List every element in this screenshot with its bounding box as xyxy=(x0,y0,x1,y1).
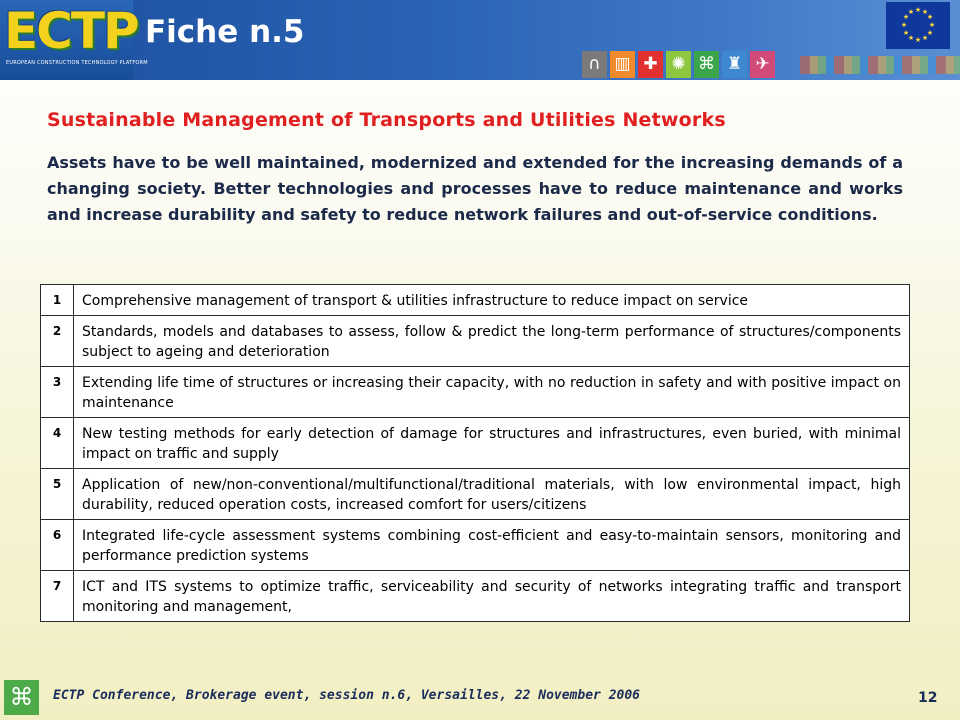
row-text: New testing methods for early detection of damage for structures and infrastructures, even buried, with minimal impact on traffic and supply xyxy=(74,418,910,469)
row-number: 1 xyxy=(41,285,74,316)
intro-paragraph: Assets have to be well maintained, modernized and extended for the increasing demands of a changing society. Better technologies and processes have to reduce maintenance and works and increase durability and safety to reduce network failures and out-of-service conditions. xyxy=(47,153,903,224)
svg-text:★: ★ xyxy=(902,29,910,37)
svg-text:★: ★ xyxy=(928,21,936,29)
sun-icon: ✺ xyxy=(666,51,691,78)
footer-caption: ECTP Conference, Brokerage event, session n.6, Versailles, 22 November 2006 xyxy=(53,688,640,703)
color-stripe xyxy=(800,56,960,74)
heritage-footer-icon: ⌘ xyxy=(4,680,39,715)
row-text: Extending life time of structures or increasing their capacity, with no reduction in safety and with positive impact on maintenance xyxy=(74,367,910,418)
svg-text:★: ★ xyxy=(914,36,922,44)
page-title: Fiche n.5 xyxy=(145,14,305,50)
row-number: 5 xyxy=(41,469,74,520)
svg-text:★: ★ xyxy=(900,21,908,29)
row-text: Standards, models and databases to assess, follow & predict the long-term performance of structures/components subject to ageing and deterioration xyxy=(74,316,910,367)
svg-text:★: ★ xyxy=(921,8,929,16)
svg-text:★: ★ xyxy=(907,8,915,16)
table-row xyxy=(41,520,910,571)
header-banner xyxy=(0,0,960,80)
heritage-icon: ⌘ xyxy=(694,51,719,78)
table-row xyxy=(41,316,910,367)
row-text: Comprehensive management of transport & utilities infrastructure to reduce impact on service xyxy=(74,285,910,316)
row-text: Integrated life-cycle assessment systems combining cost-efficient and easy-to-maintain sensors, monitoring and performance prediction systems xyxy=(74,520,910,571)
tunnel-icon: ∩ xyxy=(582,51,607,78)
city-icon: ▥ xyxy=(610,51,635,78)
row-text: ICT and ITS systems to optimize traffic, serviceability and security of networks integrating traffic and transport monitoring and management, xyxy=(74,571,910,622)
satellite-icon: ✈ xyxy=(750,51,775,78)
theme-icon-strip xyxy=(580,50,960,80)
table-row xyxy=(41,571,910,622)
eu-flag-icon xyxy=(886,2,950,49)
row-number: 7 xyxy=(41,571,74,622)
page-number: 12 xyxy=(918,690,938,706)
research-topics-table xyxy=(40,284,910,622)
table-row xyxy=(41,367,910,418)
tower-icon: ♜ xyxy=(722,51,747,78)
svg-text:★: ★ xyxy=(926,29,934,37)
svg-text:★: ★ xyxy=(914,6,922,14)
svg-text:★: ★ xyxy=(902,13,910,21)
row-number: 6 xyxy=(41,520,74,571)
logo-text: ECTP xyxy=(4,2,138,60)
row-number: 2 xyxy=(41,316,74,367)
svg-text:★: ★ xyxy=(926,13,934,21)
section-heading: Sustainable Management of Transports and Utilities Networks xyxy=(47,109,726,131)
ectp-logo xyxy=(0,0,148,80)
logo-subtitle: EUROPEAN CONSTRUCTION TECHNOLOGY PLATFORM xyxy=(6,60,148,66)
table-row xyxy=(41,469,910,520)
row-number: 3 xyxy=(41,367,74,418)
table-row xyxy=(41,285,910,316)
row-text: Application of new/non-conventional/multifunctional/traditional materials, with low environmental impact, high durability, reduced operation costs, increased comfort for users/citizens xyxy=(74,469,910,520)
table-row xyxy=(41,418,910,469)
row-number: 4 xyxy=(41,418,74,469)
svg-text:★: ★ xyxy=(907,34,915,42)
health-cross-icon: ✚ xyxy=(638,51,663,78)
svg-text:★: ★ xyxy=(921,34,929,42)
